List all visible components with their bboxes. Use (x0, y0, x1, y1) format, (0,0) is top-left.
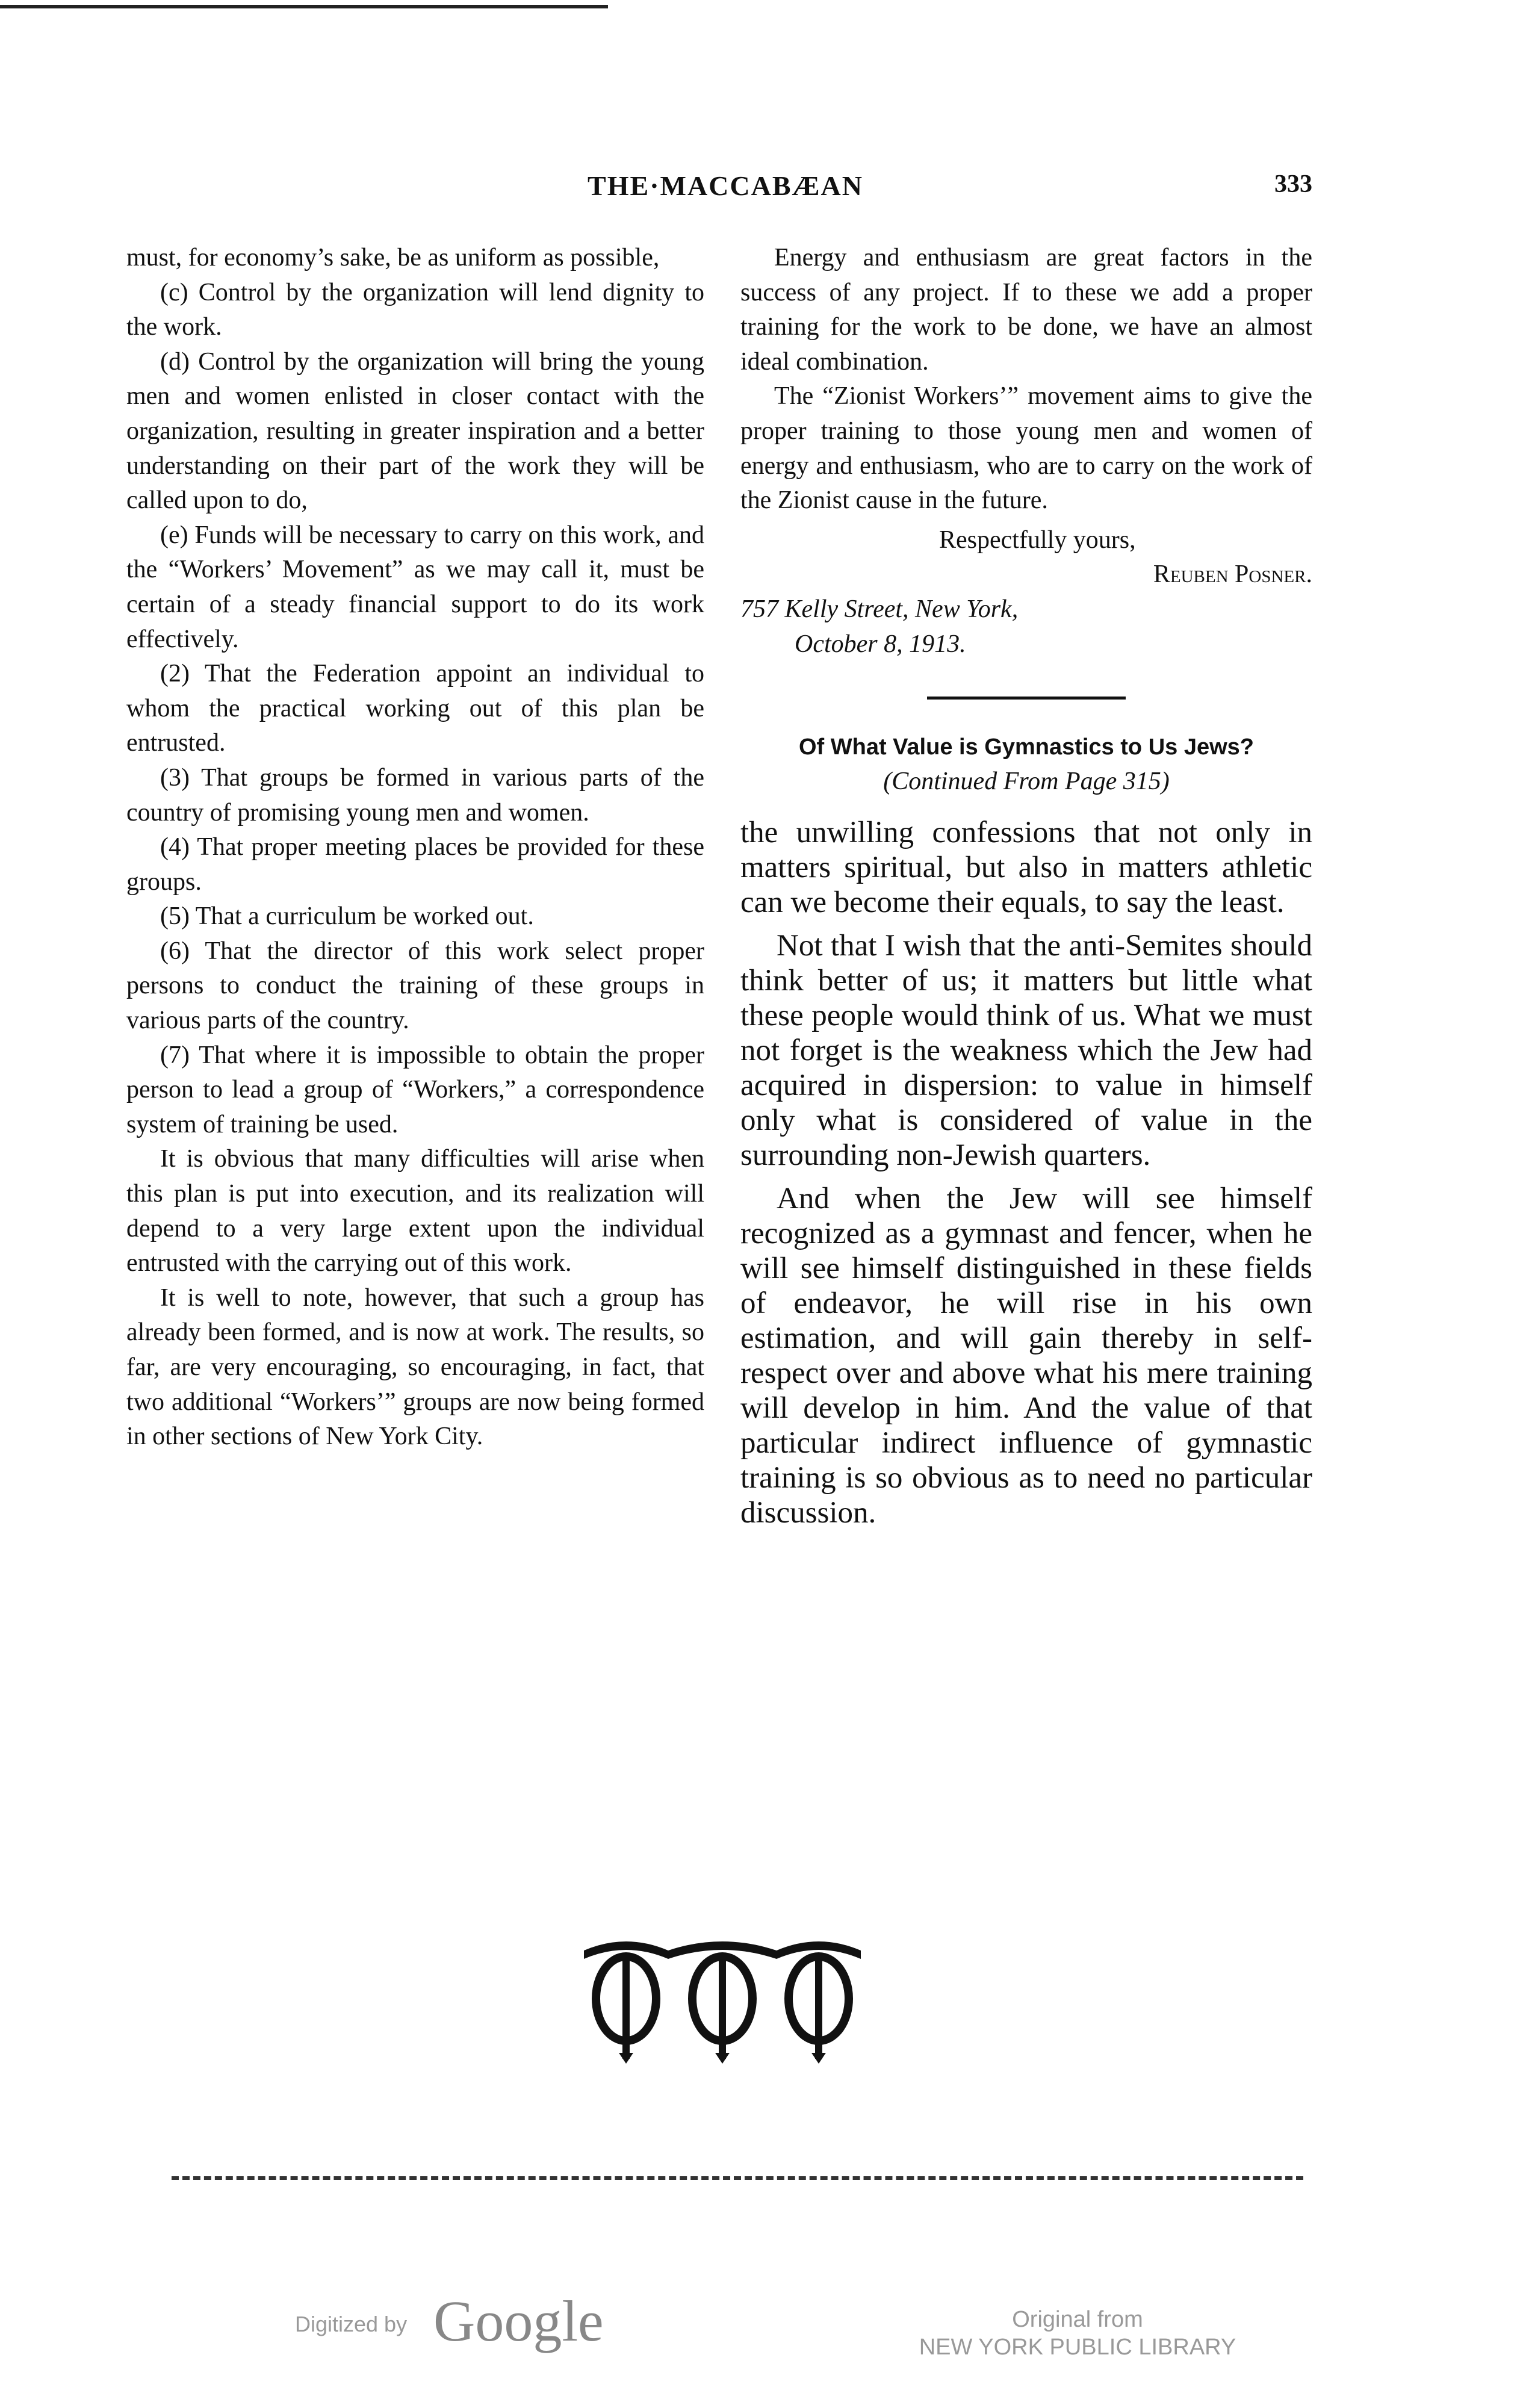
paragraph: (7) That where it is impossible to obtain the proper person to lead a group of “Workers,” a correspondence system of training be used. (126, 1041, 704, 1138)
library-name: NEW YORK PUBLIC LIBRARY (919, 2335, 1236, 2360)
paragraph: It is obvious that many difficulties will arise when this plan is put into execution, and its realization will depend to a very large extent upon the individual entrusted with the carrying out of this work. (126, 1145, 704, 1277)
left-column (126, 241, 704, 1454)
digitized-by-label: Digitized by (295, 2312, 408, 2336)
paragraph: It is well to note, however, that such a group has already been formed, and is now at work. The results, so far, are very encouraging, so encouraging, in fact, that two additional “Workers’” groups are now being formed in other sections of New York City. (126, 1283, 704, 1451)
paragraph: (3) That groups be formed in various parts of the country of promising young men and women. (126, 763, 704, 827)
section-divider (927, 697, 1126, 700)
paragraph: (5) That a curriculum be worked out. (160, 902, 534, 931)
address-line: 757 Kelly Street, New York, (740, 595, 1019, 623)
running-header (126, 170, 1324, 212)
paragraph: (6) That the director of this work select proper persons to conduct the training of these groups in various parts of the country. (126, 937, 704, 1035)
paragraph: (c) Control by the organization will lend dignity to the work. (126, 278, 704, 341)
journal-title: THE·MACCABÆAN (588, 170, 863, 201)
paragraph: must, for economy’s sake, be as uniform as possible, (126, 244, 660, 272)
paragraph: The “Zionist Workers’” movement aims to give the proper training to those young men and women of energy and enthusiasm, who are to carry on the work of the Zionist cause in the future. (740, 382, 1312, 515)
paragraph: the unwilling confessions that not only in matters spiritual, but also in matters athletic can we become their equals, to say the least. (740, 815, 1312, 919)
google-logo: Google (433, 2289, 604, 2353)
paragraph: (e) Funds will be necessary to carry on this work, and the “Workers’ Movement” as we may call it, must be certain of a steady financial support to do its work effectively. (126, 521, 704, 653)
paragraph: Energy and enthusiasm are great factors in the success of any project. If to these we add a proper training for the work to be done, we have an almost ideal combination. (740, 244, 1312, 376)
signature-name: Reuben Posner. (1153, 560, 1312, 589)
date-line: October 8, 1913. (795, 630, 966, 658)
paragraph: And when the Jew will see himself recognized as a gymnast and fencer, when he will see himself distinguished in these fields of endeavor, he will rise in his own estimation, and will gain thereby in self-respect over and above what his mere training will develop in him. And the value of that particular indirect influence of gymnastic training is so obvious as to need no particular discussion. (740, 1181, 1312, 1530)
article-title: Of What Value is Gymnastics to Us Jews? (798, 734, 1254, 760)
right-column (740, 241, 1312, 1539)
paragraph: (2) That the Federation appoint an individual to whom the practical working out of this plan be entrusted. (126, 660, 704, 757)
closing-line: Respectfully yours, (939, 526, 1136, 554)
original-from-label: Original from (1012, 2307, 1143, 2332)
article-continued-note: (Continued From Page 315) (883, 768, 1170, 796)
page-number: 333 (1274, 170, 1312, 198)
wreath-ornament-icon (578, 1932, 867, 2065)
paragraph: Not that I wish that the anti-Semites should think better of us; it matters but little what these people would think of us. What we must not forget is the weakness which the Jew had acquired in dispersion: to value in himself only what is considered of value in the surrounding non-Jewish quarters. (740, 928, 1312, 1172)
paragraph: (4) That proper meeting places be provided for these groups. (126, 833, 704, 896)
top-scan-rule (0, 5, 608, 8)
letter-signature (740, 523, 1312, 662)
bottom-dashed-rule (172, 2176, 1303, 2180)
paragraph: (d) Control by the organization will bring the young men and women enlisted in closer contact with the organization, resulting in greater inspiration and a better understanding on their part of the work they will be called upon to do, (126, 347, 704, 515)
library-attribution (891, 2306, 1264, 2361)
article-body (740, 815, 1312, 1530)
